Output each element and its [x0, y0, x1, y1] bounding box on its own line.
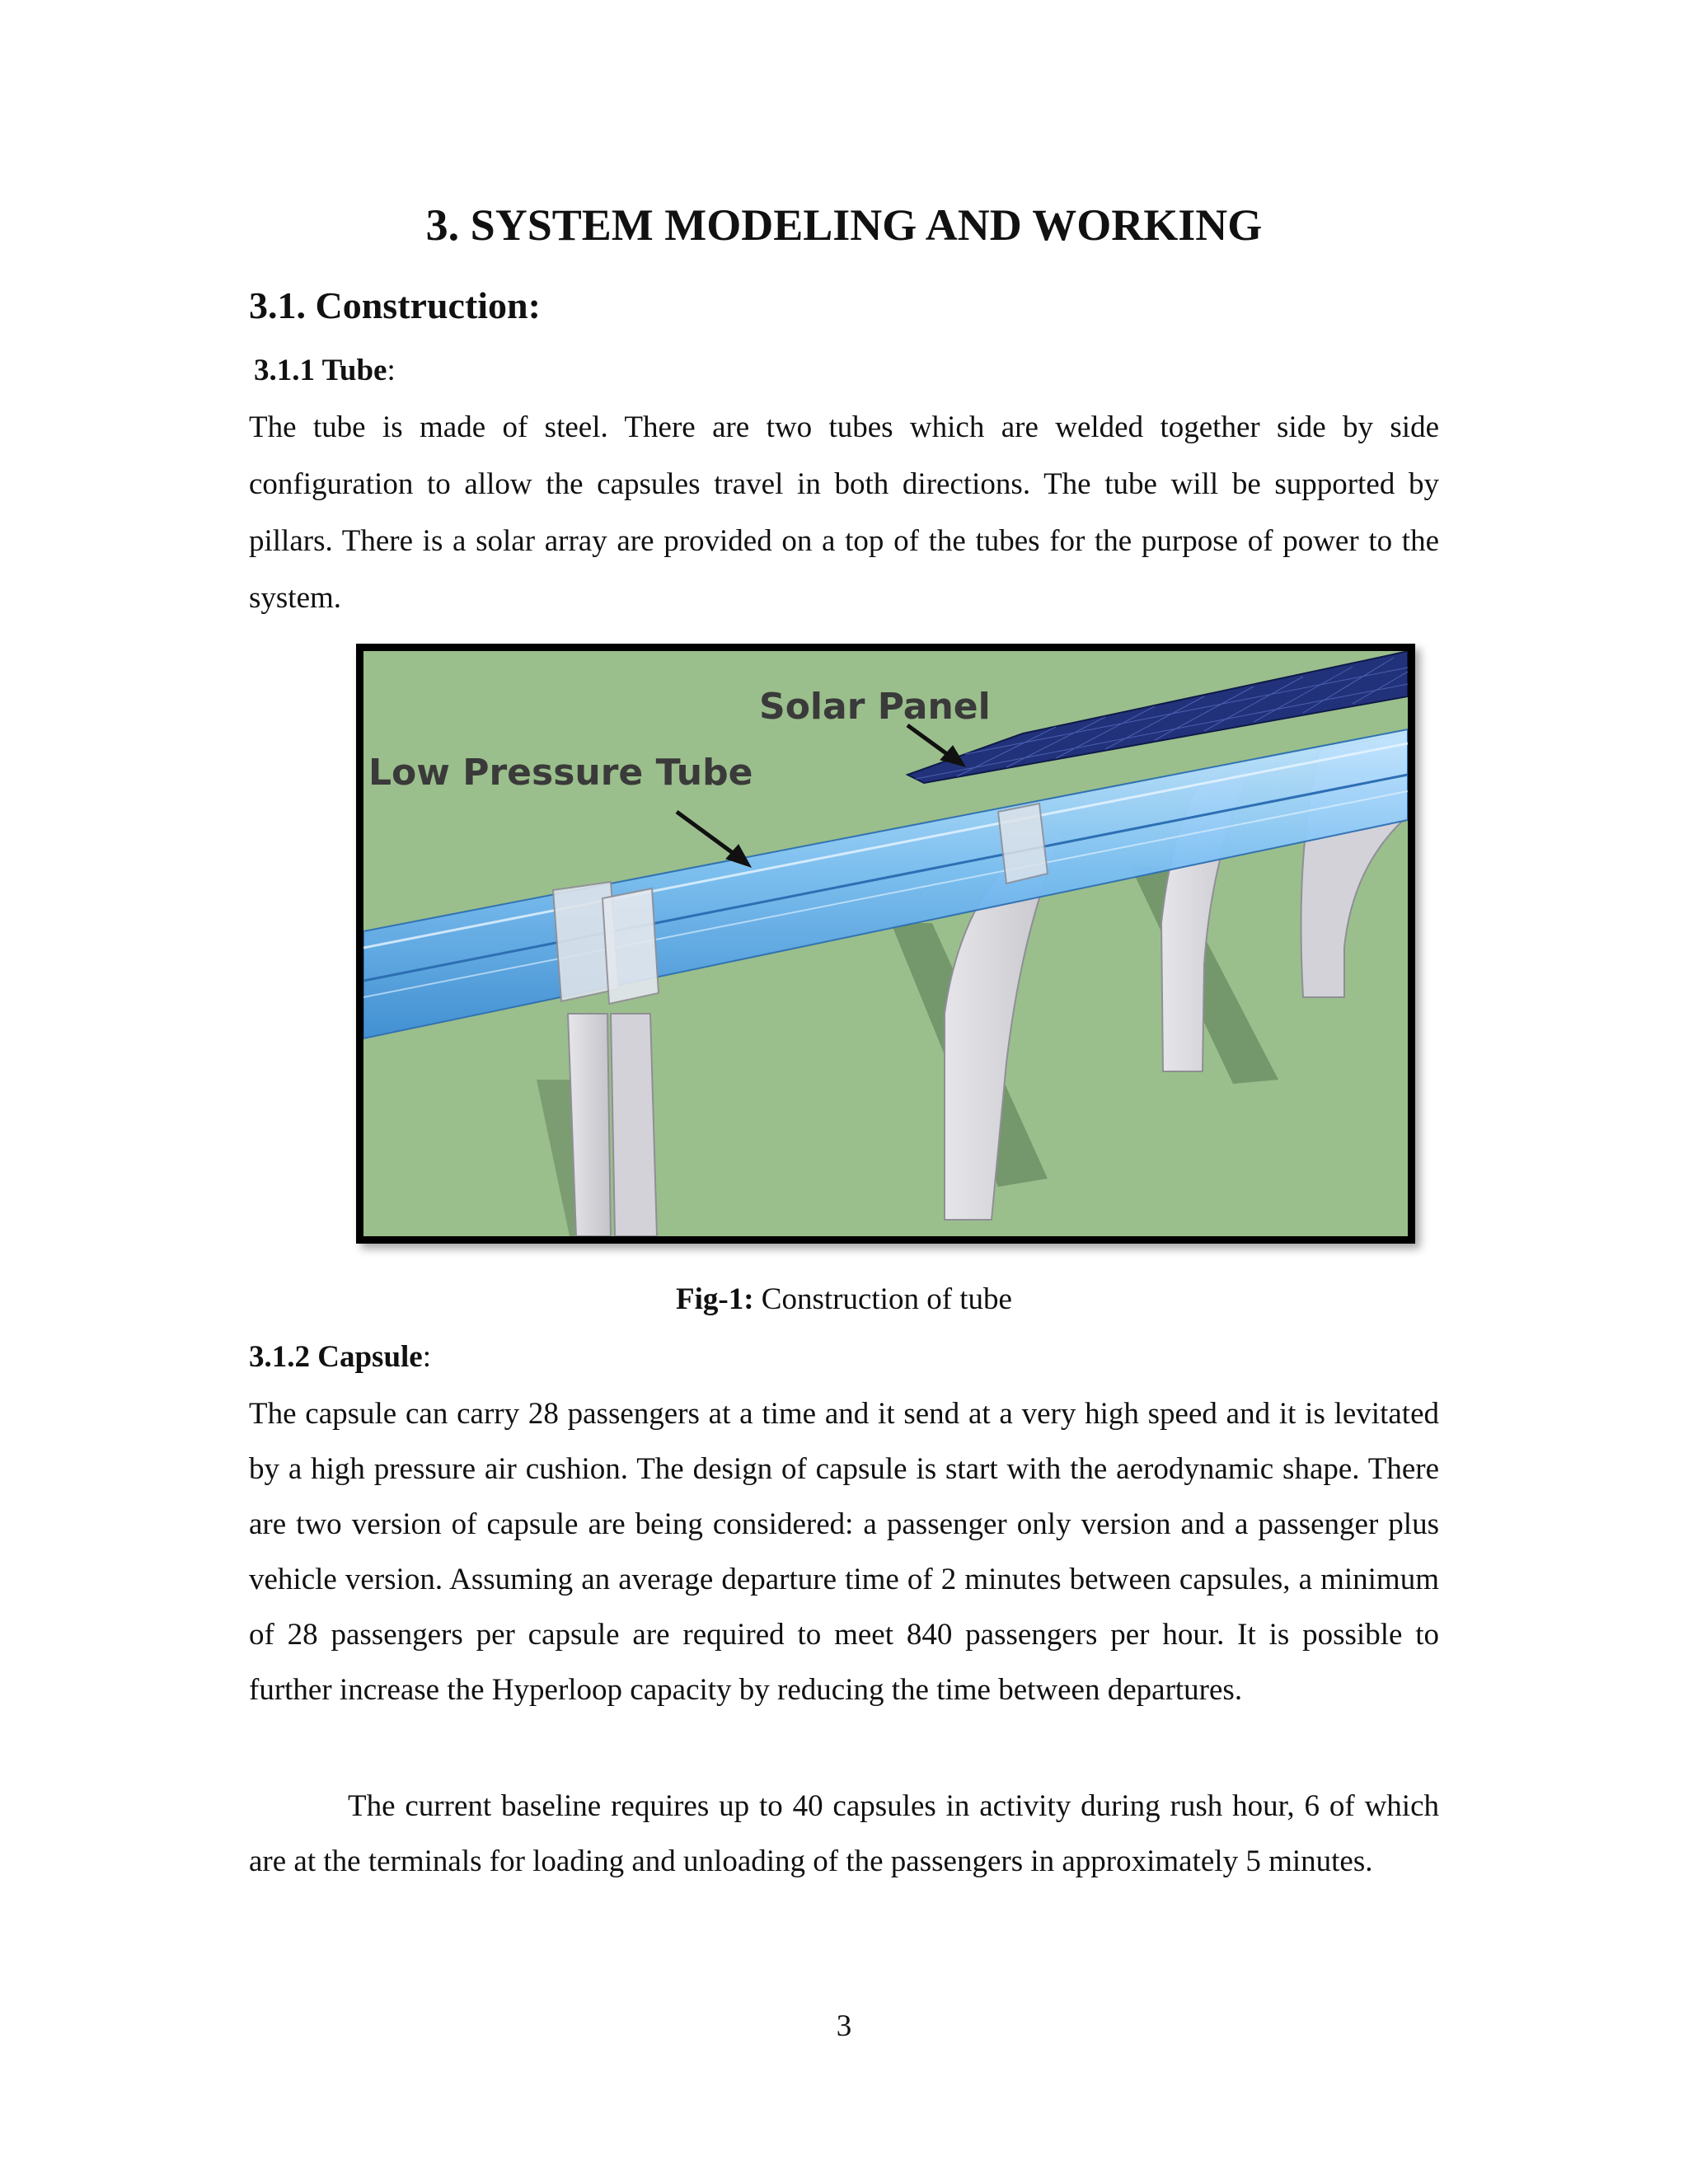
- chapter-title: 3. SYSTEM MODELING AND WORKING: [425, 200, 1263, 250]
- tube-heading: [254, 351, 396, 391]
- capsule-heading-colon: :: [422, 1340, 432, 1374]
- capsule-paragraph-1: The capsule can carry 28 passengers at a time and it send at a very high speed and it is levitated by a high pressure air cushion. The design of capsule is start with the aerodynamic shape. There are two version of capsule are being considered: a passenger only version and a passenger plus vehicle version. Assuming an average departure time of 2 minutes between capsules, a minimum of 28 passengers per capsule are required to meet 840 passengers per hour. It is possible to further increase the Hyperloop capacity by reducing the time between departures.: [249, 1397, 1439, 1707]
- pillar: [611, 1014, 657, 1236]
- tube-collar: [603, 888, 659, 1004]
- figure-caption: [0, 1280, 1688, 1319]
- page-number: 3: [836, 2009, 852, 2043]
- figure-tube-construction: [356, 644, 1415, 1244]
- tube-heading-text: 3.1.1 Tube: [254, 354, 387, 387]
- capsule-paragraph-2: The current baseline requires up to 40 capsules in activity during rush hour, 6 of which are at the terminals for loading and unloading of the passengers in approximately 5 minutes.: [249, 1789, 1439, 1878]
- section-title: 3.1. Construction:: [249, 284, 541, 326]
- tube-paragraph: The tube is made of steel. There are two tubes which are welded together side by side configuration to allow the capsules travel in both directions. The tube will be supported by pillars. There is a solar array are provided on a top of the tubes for the purpose of power to the system.: [249, 410, 1439, 615]
- label-solar-panel: Solar Panel: [759, 686, 991, 728]
- tube-illustration: [363, 651, 1408, 1236]
- tube-collar: [998, 804, 1048, 883]
- caption-prefix: Fig-1:: [676, 1282, 754, 1316]
- capsule-heading-text: 3.1.2 Capsule: [249, 1340, 423, 1374]
- caption-text: Construction of tube: [753, 1282, 1012, 1316]
- capsule-heading: [249, 1338, 431, 1377]
- tube-heading-colon: :: [387, 354, 396, 387]
- pillar: [568, 1014, 611, 1236]
- label-low-pressure-tube: Low Pressure Tube: [368, 752, 753, 794]
